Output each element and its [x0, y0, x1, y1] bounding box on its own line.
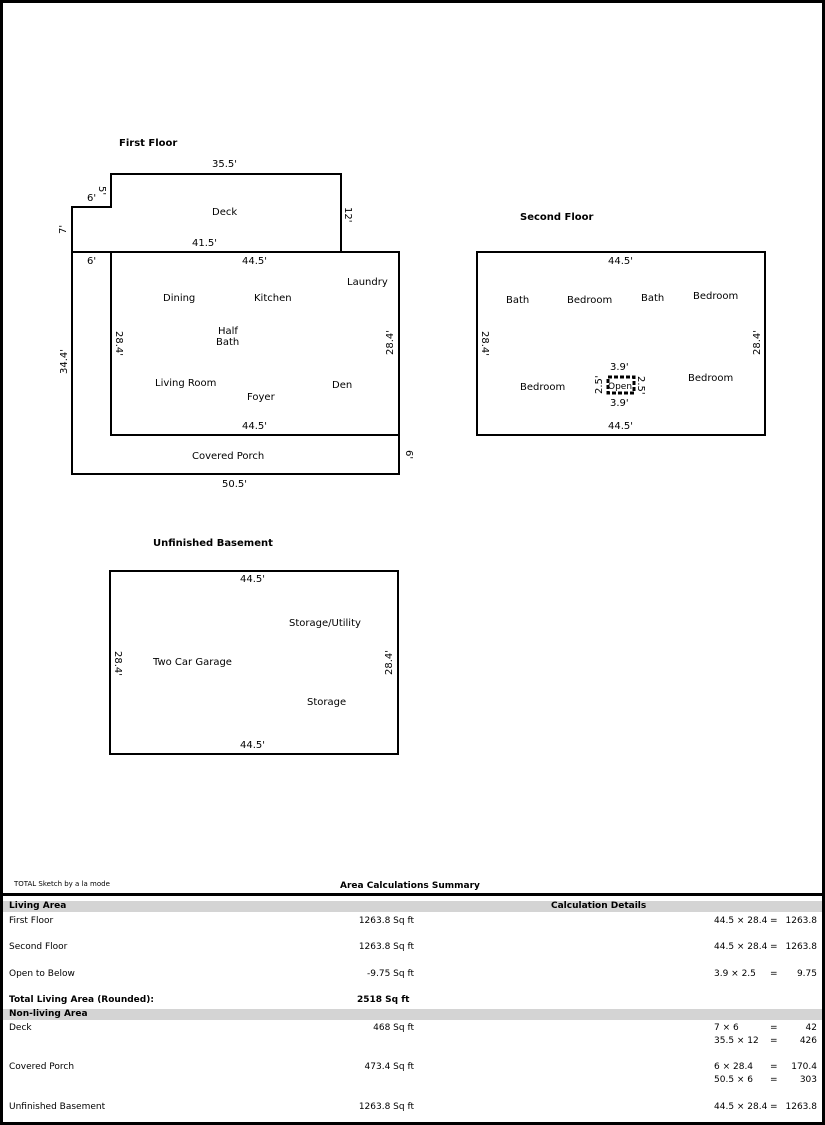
second-floor-left-dim: 28.4'	[479, 331, 490, 357]
deck-top-dim: 35.5'	[212, 159, 238, 170]
calculation-formula: 6 × 28.4	[714, 1062, 754, 1072]
open-label: Open	[608, 382, 633, 392]
basement-bottom-dim: 44.5'	[240, 740, 266, 751]
bath-1-label: Bath	[506, 295, 530, 306]
second-floor-calculation	[714, 942, 817, 953]
deck-left-dim: 7'	[58, 224, 69, 234]
open-to-below-area: -9.75 Sq ft	[367, 969, 414, 979]
open-right-dim: 2.5'	[635, 376, 646, 395]
bedroom-3-label: Bedroom	[520, 382, 566, 393]
open-left-dim: 2.5'	[594, 375, 605, 394]
calculation-formula: 50.5 × 6	[714, 1075, 754, 1085]
bedroom-4-label: Bedroom	[688, 373, 734, 384]
open-to-below-label: Open to Below	[9, 969, 75, 979]
basement-title: Unfinished Basement	[153, 538, 273, 549]
kitchen-label: Kitchen	[254, 293, 292, 304]
calculation-value: 1263.8	[785, 942, 817, 952]
total-living-area-value: 2518 Sq ft	[357, 995, 410, 1005]
first-floor-top-dim: 44.5'	[242, 256, 268, 267]
second-floor-area: 1263.8 Sq ft	[358, 942, 414, 952]
calculation-value: 1263.8	[785, 916, 817, 926]
calculation-equals: =	[770, 969, 778, 979]
calculation-value: 1263.8	[785, 1102, 817, 1112]
first-floor-calculation	[714, 916, 817, 927]
covered-porch-label: Covered Porch	[192, 451, 265, 462]
laundry-label: Laundry	[347, 277, 388, 288]
calculation-formula: 7 × 6	[714, 1023, 739, 1033]
calculation-value: 42	[805, 1023, 817, 1033]
open-top-dim: 3.9'	[610, 362, 629, 373]
open-to-below-calculation	[714, 969, 817, 980]
summary-title: Area Calculations Summary	[340, 881, 480, 891]
calculation-equals: =	[770, 942, 778, 952]
deck-label: Deck	[9, 1023, 32, 1033]
calculation-equals: =	[770, 1023, 778, 1033]
living-area-header: Living Area	[9, 901, 67, 911]
calculation-equals: =	[770, 916, 778, 926]
first-floor-left-dim: 28.4'	[113, 331, 124, 357]
second-floor-right-dim: 28.4'	[752, 329, 763, 355]
living-room-label: Living Room	[155, 378, 217, 389]
covered-porch-calculation	[714, 1062, 817, 1073]
calculation-equals: =	[770, 1036, 778, 1046]
first-floor-title: First Floor	[119, 138, 178, 149]
calculation-equals: =	[770, 1075, 778, 1085]
unfinished-basement-label: Unfinished Basement	[9, 1102, 106, 1112]
first-floor-right-dim: 28.4'	[385, 329, 396, 355]
two-car-garage-label: Two Car Garage	[153, 657, 232, 668]
deck-calculation	[714, 1036, 817, 1047]
calculation-formula: 35.5 × 12	[714, 1036, 759, 1046]
first-floor-bottom-dim: 44.5'	[242, 421, 268, 432]
basement-right-dim: 28.4'	[384, 649, 395, 675]
calculation-details-header: Calculation Details	[551, 901, 647, 911]
half-label: Half	[218, 326, 238, 337]
bath-2-label: Bath	[641, 293, 665, 304]
bedroom-1-label: Bedroom	[567, 295, 613, 306]
total-living-area-label: Total Living Area (Rounded):	[9, 995, 154, 1005]
calculation-value: 303	[799, 1075, 817, 1085]
calculation-value: 426	[799, 1036, 817, 1046]
calculation-value: 9.75	[796, 969, 817, 979]
second-floor-bottom-dim: 44.5'	[608, 421, 634, 432]
storage-utility-label: Storage/Utility	[289, 618, 361, 629]
calculation-equals: =	[770, 1062, 778, 1072]
calculation-formula: 44.5 × 28.4	[714, 916, 768, 926]
deck-calculation	[714, 1023, 817, 1034]
basement-top-dim: 44.5'	[240, 574, 266, 585]
software-credit: TOTAL Sketch by a la mode	[14, 880, 110, 888]
covered-porch-label: Covered Porch	[9, 1062, 75, 1072]
second-floor-top-dim: 44.5'	[608, 256, 634, 267]
foyer-label: Foyer	[247, 392, 275, 403]
half-bath-label: Bath	[216, 337, 240, 348]
second-floor-label: Second Floor	[9, 942, 68, 952]
area-summary-table	[3, 893, 822, 1125]
covered-porch-area: 473.4 Sq ft	[364, 1062, 414, 1072]
deck-right-dim: 12'	[342, 207, 353, 223]
second-floor-title: Second Floor	[520, 212, 594, 223]
porch-gap-dim: 6'	[87, 256, 97, 267]
calculation-formula: 44.5 × 28.4	[714, 1102, 768, 1112]
deck-area: 468 Sq ft	[373, 1023, 414, 1033]
deck-notch-height-dim: 5'	[96, 186, 107, 196]
first-floor-label: First Floor	[9, 916, 54, 926]
living-area-header-row	[3, 901, 822, 912]
dining-label: Dining	[163, 293, 196, 304]
deck-label: Deck	[212, 207, 238, 218]
unfinished-basement-calculation	[714, 1102, 817, 1113]
covered-porch-calculation	[714, 1075, 817, 1086]
deck-bottom-dim: 41.5'	[192, 238, 218, 249]
open-bottom-dim: 3.9'	[610, 398, 629, 409]
bedroom-2-label: Bedroom	[693, 291, 739, 302]
unfinished-basement-area: 1263.8 Sq ft	[358, 1102, 414, 1112]
deck-notch-width-dim: 6'	[87, 193, 97, 204]
non-living-area-header: Non-living Area	[9, 1009, 88, 1019]
outer-left-dim: 34.4'	[59, 348, 70, 374]
porch-right-dim: 6'	[403, 450, 414, 460]
storage-label: Storage	[307, 697, 347, 708]
basement-left-dim: 28.4'	[112, 651, 123, 677]
calculation-equals: =	[770, 1102, 778, 1112]
calculation-value: 170.4	[791, 1062, 817, 1072]
first-floor-area: 1263.8 Sq ft	[358, 916, 414, 926]
calculation-formula: 44.5 × 28.4	[714, 942, 768, 952]
den-label: Den	[332, 380, 353, 391]
non-living-area-header-row	[3, 1009, 822, 1020]
calculation-formula: 3.9 × 2.5	[714, 969, 756, 979]
porch-bottom-dim: 50.5'	[222, 479, 248, 490]
